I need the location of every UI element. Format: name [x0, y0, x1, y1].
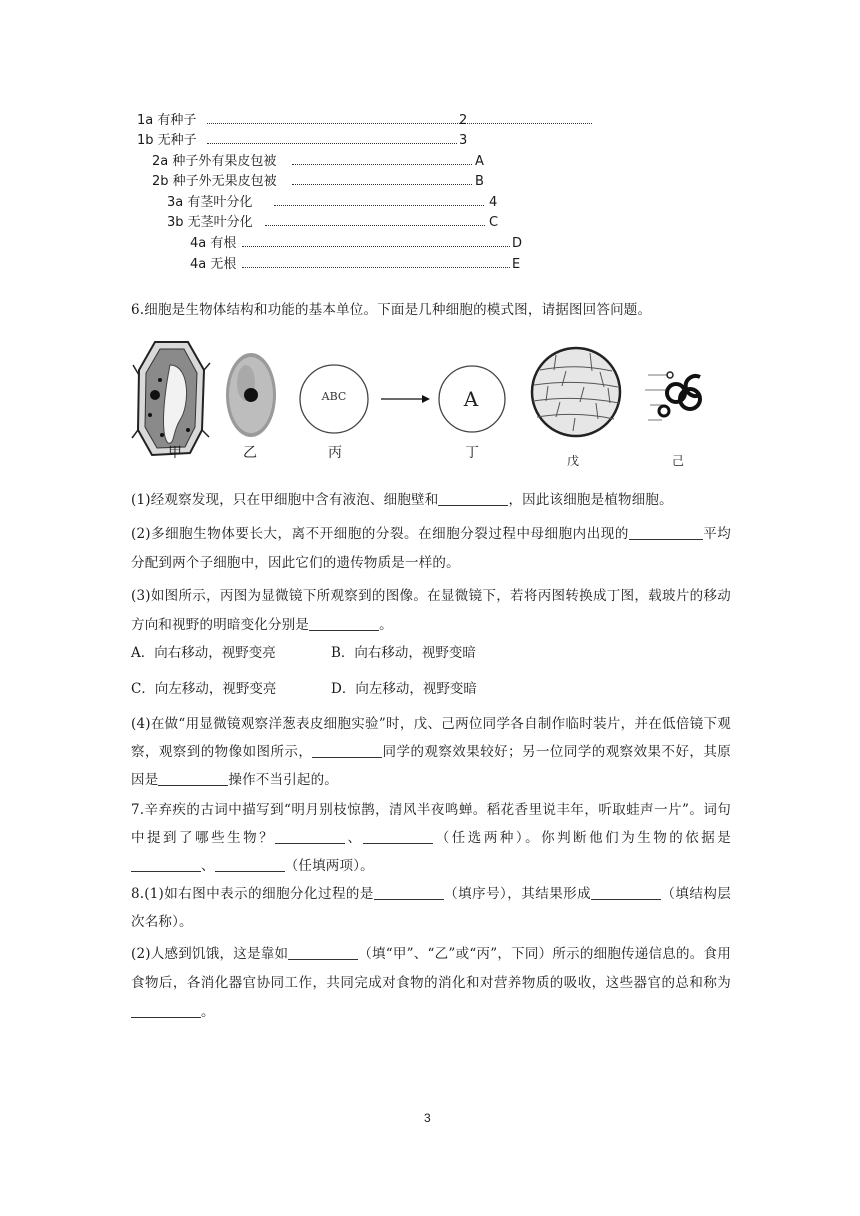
cell-figure — [0, 335, 860, 475]
option-c: C．向左移动，视野变亮 — [131, 681, 277, 697]
key-line-1b: 1b 无种子 3 — [137, 133, 468, 148]
key-line-1a: 1a 有种子 2 — [137, 112, 477, 130]
answer-blank[interactable] — [131, 857, 201, 872]
bing-view-text: ABC — [321, 390, 347, 403]
answer-blank[interactable] — [363, 829, 433, 844]
answer-blank[interactable] — [629, 525, 703, 540]
page-number: 3 — [424, 1111, 431, 1125]
answer-blank[interactable] — [591, 885, 661, 900]
q8-part2: (2)人感到饥饿，这是靠如 （填“甲”、“乙”或“丙”，下同）所示的细胞传递信息的。食用食物后，各消化器官协同工作，共同完成对食物的消化和对营养物质的吸收，这些器官的总和称为。 — [131, 946, 731, 1020]
label-ding: 丁 — [465, 445, 479, 461]
q6-part2: (2)多细胞生物体要长大，离不开细胞的分裂。在细胞分裂过程中母细胞内出现的 平均分配到两个子细胞中，因此它们的遗传物质是一样的。 — [131, 526, 731, 571]
option-d: D．向左移动，视野变暗 — [331, 681, 477, 697]
air-bubbles-view-icon — [645, 372, 700, 420]
answer-blank[interactable] — [215, 857, 285, 872]
plant-cell-icon — [132, 342, 210, 455]
label-ji: 己 — [672, 454, 685, 468]
arrow-icon — [381, 395, 430, 403]
answer-blank[interactable] — [374, 885, 444, 900]
key-line-3a: 3a 有茎叶分化 4 — [167, 195, 498, 210]
option-a: A．向右移动，视野变亮 — [131, 645, 276, 661]
animal-cell-icon — [226, 353, 276, 437]
label-yi: 乙 — [243, 445, 257, 461]
key-line-2b: 2b 种子外无果皮包被 B — [152, 174, 484, 189]
answer-blank[interactable] — [309, 616, 379, 631]
key-line-2a: 2a 种子外有果皮包被 A — [152, 154, 484, 169]
onion-epidermis-view-icon — [532, 348, 620, 436]
label-wu: 戊 — [567, 454, 580, 468]
q7: 7.辛弃疾的古词中描写到“明月别枝惊鹊，清风半夜鸣蝉。稻花香里说丰年，听取蛙声一片”。词句中提到了哪些生物？ 、 （任选两种）。你判断他们为生物的依据是、 （任填两项）。 — [131, 802, 731, 874]
key-line-4a-noroot: 4a 无根 E — [190, 257, 521, 272]
key-line-3b: 3b 无茎叶分化 C — [167, 215, 499, 230]
answer-blank[interactable] — [131, 1003, 201, 1018]
ding-view-icon — [439, 366, 505, 432]
answer-blank[interactable] — [438, 491, 508, 506]
q6-part4: (4)在做“用显微镜观察洋葱表皮细胞实验”时，戊、己两位同学各自制作临时装片，并在低倍镜下观察，观察到的物像如图所示， 同学的观察效果较好；另一位同学的观察效果不好，其原因是 操作不当引起的。 — [131, 716, 731, 788]
q6-stem: 6.细胞是生物体结构和功能的基本单位。下面是几种细胞的模式图，请据图回答问题。 — [131, 302, 652, 318]
answer-blank[interactable] — [275, 829, 345, 844]
answer-blank[interactable] — [288, 945, 358, 960]
label-bing: 丙 — [328, 445, 342, 461]
answer-blank[interactable] — [158, 771, 228, 786]
answer-blank[interactable] — [312, 743, 382, 758]
key-line-4a-root: 4a 有根 D — [190, 236, 523, 251]
q6-part3: (3)如图所示，丙图为显微镜下所观察到的图像。在显微镜下，若将丙图转换成丁图，载玻片的移动方向和视野的明暗变化分别是 。 — [131, 588, 731, 633]
ding-view-text: A — [463, 387, 479, 411]
q6-part1: (1)经观察发现，只在甲细胞中含有液泡、细胞壁和 ，因此该细胞是植物细胞。 — [131, 492, 673, 508]
label-jia: 甲 — [168, 445, 182, 461]
bing-view-icon — [300, 365, 368, 433]
option-b: B．向右移动，视野变暗 — [331, 645, 476, 661]
q8-part1: 8.(1)如右图中表示的细胞分化过程的是 （填序号），其结果形成 （填结构层次名称）。 — [131, 886, 731, 930]
